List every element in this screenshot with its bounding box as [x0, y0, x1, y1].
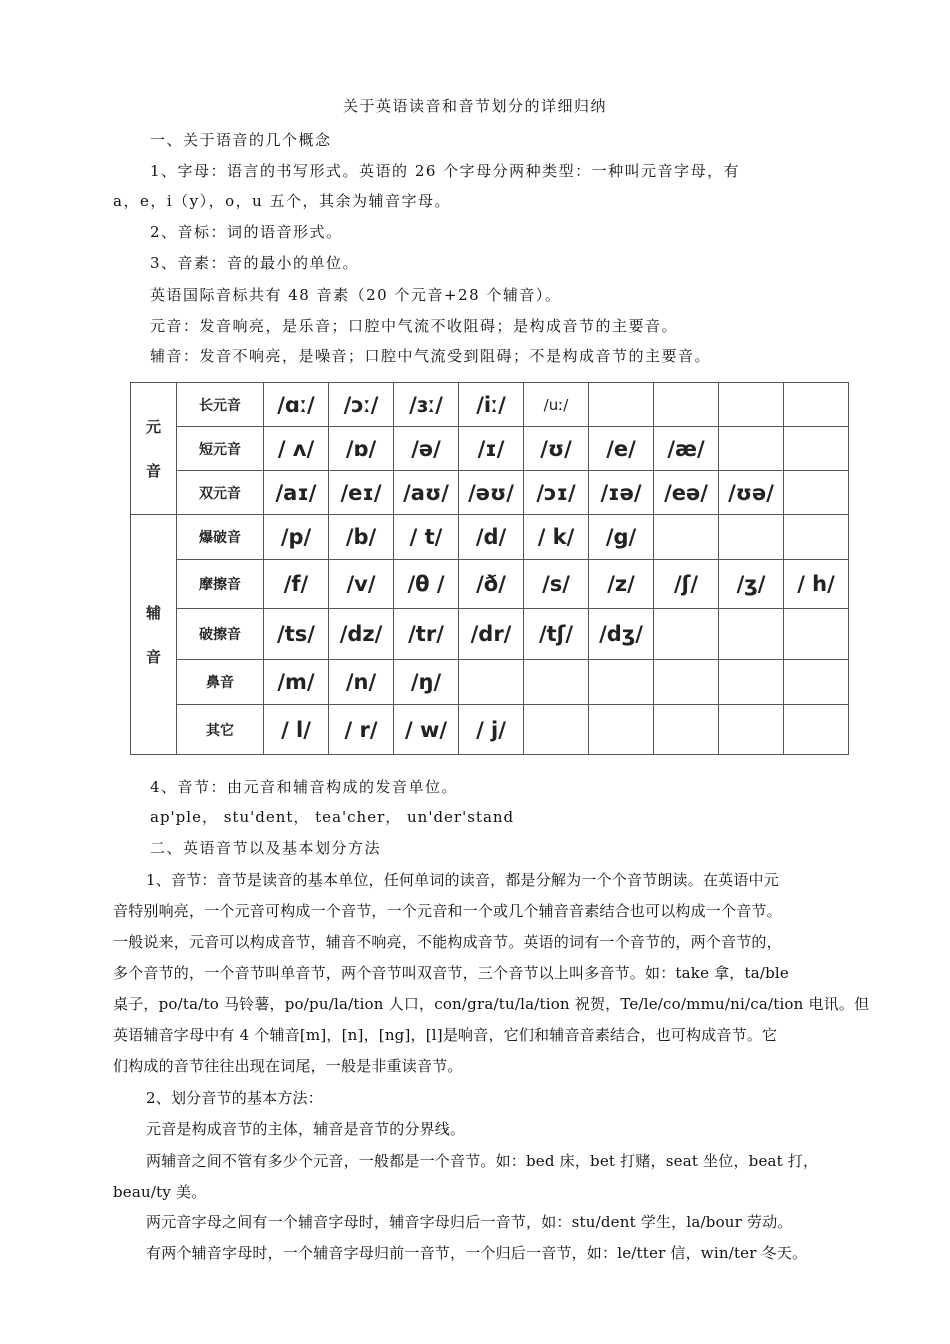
phonetic-symbol-cell: /ɔː/ [329, 383, 394, 427]
vowel-group-label [131, 383, 177, 515]
paragraph-ipa-count: 英语国际音标共有 48 音素（20 个元音+28 个辅音）。 [150, 286, 562, 304]
consonant-category-cell: 其它 [177, 705, 264, 755]
phonetic-symbol-cell: /ŋ/ [394, 660, 459, 705]
phonetic-symbol-cell [654, 515, 719, 560]
phonetic-symbol-cell: /g/ [589, 515, 654, 560]
vowel-group-char: 元 [145, 417, 161, 436]
phonetic-symbol-cell [784, 515, 849, 560]
phonetic-symbol-cell [524, 660, 589, 705]
phonetic-symbol-cell: /ɑː/ [264, 383, 329, 427]
phonetic-symbol-cell: /ɜː/ [394, 383, 459, 427]
paragraph-vowel-subject: 元音是构成音节的主体，辅音是音节的分界线。 [146, 1120, 466, 1138]
vowel-group-char: 音 [145, 461, 161, 480]
phonetic-symbol-cell [654, 660, 719, 705]
consonant-row [131, 609, 849, 660]
phonetic-symbol-cell [719, 427, 784, 471]
phonetic-symbol-cell [784, 383, 849, 427]
phonetic-symbol-cell: /ʒ/ [719, 560, 784, 609]
consonant-category-cell: 摩擦音 [177, 560, 264, 609]
phonetic-symbol-cell [589, 660, 654, 705]
phonetic-symbol-cell: /d/ [459, 515, 524, 560]
phonetic-symbol-cell: /ɪə/ [589, 471, 654, 515]
phonetic-symbol-cell: /ts/ [264, 609, 329, 660]
consonant-group-label [131, 515, 177, 755]
document-title: 关于英语读音和音节划分的详细归纳 [342, 97, 607, 115]
phonetic-symbol-cell: /tr/ [394, 609, 459, 660]
phonetic-symbol-cell: /tʃ/ [524, 609, 589, 660]
phonetic-symbol-cell: /θ / [394, 560, 459, 609]
phonetic-symbol-cell: /dz/ [329, 609, 394, 660]
phonetic-symbol-cell: / ʌ/ [264, 427, 329, 471]
phonetic-symbol-cell [784, 471, 849, 515]
phonetic-symbol-cell: /dr/ [459, 609, 524, 660]
phonetic-symbol-cell: / r/ [329, 705, 394, 755]
consonant-category-cell: 爆破音 [177, 515, 264, 560]
phonetic-symbol-cell: / h/ [784, 560, 849, 609]
phonetic-symbol-cell: /dʒ/ [589, 609, 654, 660]
paragraph-consonant-definition: 辅音：发音不响亮，是噪音；口腔中气流受到阻碍；不是构成音节的主要音。 [150, 347, 712, 365]
phonetic-symbol-cell [784, 660, 849, 705]
phonetic-symbol-cell [719, 515, 784, 560]
phonetic-symbol-cell: /ʃ/ [654, 560, 719, 609]
consonant-group-char: 辅 [145, 603, 161, 622]
phonetic-symbol-cell: /aɪ/ [264, 471, 329, 515]
phonetic-symbol-cell [784, 705, 849, 755]
phonetic-symbol-cell: /f/ [264, 560, 329, 609]
phonetic-symbol-cell: /p/ [264, 515, 329, 560]
phonetic-symbol-cell [719, 660, 784, 705]
section-2-heading: 二、英语音节以及基本划分方法 [150, 839, 382, 857]
phonetic-symbol-cell: /ɪ/ [459, 427, 524, 471]
phonetic-symbol-cell: /eɪ/ [329, 471, 394, 515]
paragraph-syllable-explanation-line: 桌子，po/ta/to 马铃薯，po/pu/la/tion 人口，con/gra/tu/la/tion 祝贺，Te/le/co/mmu/ni/ca/tion 电讯。但 [113, 995, 870, 1013]
paragraph-syllable-explanation-line: 音特别响亮，一个元音可构成一个音节，一个元音和一个或几个辅音音素结合也可以构成一个音节。 [113, 902, 782, 920]
paragraph-letters-1: 1、字母：语言的书写形式。英语的 26 个字母分两种类型：一种叫元音字母，有 [150, 162, 741, 180]
phonetic-symbol-cell [784, 427, 849, 471]
phonetic-symbol-cell: /ʊə/ [719, 471, 784, 515]
paragraph-syllable-explanation-line: 多个音节的，一个音节叫单音节，两个音节叫双音节，三个音节以上叫多音节。如：take 拿，ta/ble [113, 964, 790, 982]
phonetic-symbol-cell [654, 383, 719, 427]
phonetic-symbol-cell: /əʊ/ [459, 471, 524, 515]
consonant-row [131, 705, 849, 755]
phonetic-symbol-cell [524, 705, 589, 755]
phonetic-symbol-cell [719, 609, 784, 660]
consonant-group-char: 音 [145, 647, 161, 666]
paragraph-syllable-explanation-line: 一般说来，元音可以构成音节，辅音不响亮，不能构成音节。英语的词有一个音节的，两个音节的， [113, 933, 782, 951]
phonetic-symbol-cell: /iː/ [459, 383, 524, 427]
ipa-table [130, 382, 849, 755]
vowel-row [131, 383, 849, 427]
consonant-row [131, 660, 849, 705]
paragraph-phonemes: 3、音素：音的最小的单位。 [150, 254, 360, 272]
phonetic-symbol-cell: /ɒ/ [329, 427, 394, 471]
phonetic-symbol-cell: /aʊ/ [394, 471, 459, 515]
paragraph-rule-2: 两元音字母之间有一个辅音字母时，辅音字母归后一音节，如：stu/dent 学生，la/bour 劳动。 [146, 1213, 793, 1231]
phonetic-symbol-cell: /eə/ [654, 471, 719, 515]
phonetic-symbol-cell: /æ/ [654, 427, 719, 471]
phonetic-symbol-cell: /ʊ/ [524, 427, 589, 471]
vowel-category-cell: 双元音 [177, 471, 264, 515]
paragraph-syllable-definition: 4、音节：由元音和辅音构成的发音单位。 [150, 778, 459, 796]
phonetic-symbol-cell: /s/ [524, 560, 589, 609]
paragraph-basic-methods: 2、划分音节的基本方法： [146, 1089, 323, 1107]
consonant-category-cell: 鼻音 [177, 660, 264, 705]
paragraph-rule-3: 有两个辅音字母时，一个辅音字母归前一音节，一个归后一音节，如：le/tter 信，win/ter 冬天。 [146, 1244, 808, 1262]
phonetic-symbol-cell [589, 383, 654, 427]
phonetic-symbol-cell: /z/ [589, 560, 654, 609]
paragraph-syllable-explanation-line: 1、音节：音节是读音的基本单位，任何单词的读音，都是分解为一个个音节朗读。在英语中元 [146, 871, 779, 889]
consonant-category-cell: 破擦音 [177, 609, 264, 660]
consonant-row [131, 560, 849, 609]
phonetic-symbol-cell: /ɔɪ/ [524, 471, 589, 515]
paragraph-rule-1-line-1: 两辅音之间不管有多少个元音，一般都是一个音节。如：bed 床，bet 打赌，seat 坐位，beat 打， [146, 1152, 819, 1170]
vowel-category-cell: 长元音 [177, 383, 264, 427]
phonetic-symbol-cell: / l/ [264, 705, 329, 755]
phonetic-symbol-cell [459, 660, 524, 705]
paragraph-phonetic-symbols: 2、音标：词的语音形式。 [150, 223, 343, 241]
phonetic-symbol-cell [654, 705, 719, 755]
phonetic-symbol-cell [719, 705, 784, 755]
section-1-heading: 一、关于语音的几个概念 [150, 131, 332, 149]
phonetic-symbol-cell: /ð/ [459, 560, 524, 609]
paragraph-letters-2: a，e，i（y），o，u 五个，其余为辅音字母。 [113, 192, 452, 210]
paragraph-rule-1-line-2: beau/ty 美。 [113, 1183, 207, 1201]
phonetic-symbol-cell: /e/ [589, 427, 654, 471]
phonetic-symbol-cell: /v/ [329, 560, 394, 609]
consonant-row [131, 515, 849, 560]
phonetic-symbol-cell: /uː/ [524, 383, 589, 427]
phonetic-symbol-cell [654, 609, 719, 660]
phonetic-symbol-cell: / t/ [394, 515, 459, 560]
vowel-row [131, 471, 849, 515]
syllable-examples: ap'ple， stu'dent， tea'cher， un'der'stand [150, 808, 515, 826]
phonetic-symbol-cell [589, 705, 654, 755]
phonetic-symbol-cell: /b/ [329, 515, 394, 560]
phonetic-symbol-cell [719, 383, 784, 427]
vowel-category-cell: 短元音 [177, 427, 264, 471]
paragraph-syllable-explanation-line: 英语辅音字母中有 4 个辅音[m]，[n]，[ng]，[l]是响音，它们和辅音音素结合，也可构成音节。它 [113, 1026, 778, 1044]
phonetic-symbol-cell: / w/ [394, 705, 459, 755]
paragraph-syllable-explanation-line: 们构成的音节往往出现在词尾，一般是非重读音节。 [113, 1057, 463, 1075]
phonetic-symbol-cell [784, 609, 849, 660]
phonetic-symbol-cell: /ə/ [394, 427, 459, 471]
paragraph-vowel-definition: 元音：发音响亮，是乐音；口腔中气流不收阻碍；是构成音节的主要音。 [150, 317, 679, 335]
phonetic-symbol-cell: / j/ [459, 705, 524, 755]
phonetic-symbol-cell: / k/ [524, 515, 589, 560]
vowel-row [131, 427, 849, 471]
phonetic-symbol-cell: /m/ [264, 660, 329, 705]
phonetic-symbol-cell: /n/ [329, 660, 394, 705]
